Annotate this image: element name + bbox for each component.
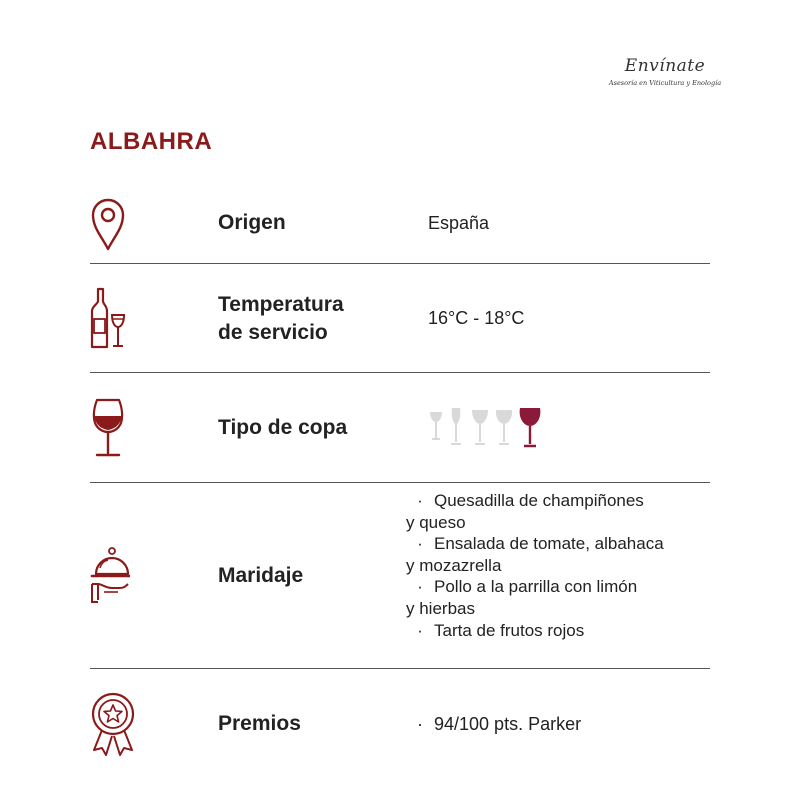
origin-row [90,195,710,255]
brand-tagline: Asesoría en Viticultura y Enología [608,79,722,87]
glass-option-2 [451,408,461,444]
location-pin-icon [90,195,126,256]
glass-option-5-selected [520,408,541,446]
brand-logo [600,56,730,87]
list-item-continuation: y mozazrella [406,555,502,575]
row-divider [90,263,710,264]
row-divider [90,668,710,669]
pairing-list [406,490,664,641]
list-item-continuation: y hierbas [406,598,475,618]
list-item: · Quesadilla de champiñones [417,491,644,510]
list-item: · Pollo a la parrilla con limón [417,577,638,597]
wine-title: ALBAHRA [90,128,213,155]
temperature-value: 16°C - 18°C [428,308,525,328]
list-item-continuation: y queso [406,512,466,532]
origin-label: Origen [218,211,286,234]
award-ribbon-icon [90,692,136,761]
brand-name: Envínate [624,56,706,76]
list-item: · Tarta de frutos rojos [417,620,585,640]
row-divider [90,482,710,483]
awards-row [90,692,710,756]
bottle-glass-icon [90,287,126,354]
pairing-row [90,490,710,650]
list-item: · Ensalada de tomate, albahaca [417,534,664,554]
temperature-row [90,287,710,349]
glass-label: Tipo de copa [218,416,348,439]
temperature-label-line1: Temperatura [218,293,344,316]
list-item: · 94/100 pts. Parker [417,714,582,734]
wine-glass-icon [90,398,126,463]
pairing-label: Maridaje [218,564,304,587]
temperature-label-line2: de servicio [218,321,328,344]
origin-value: España [428,213,490,233]
cloche-icon [90,546,130,611]
glass-type-selector [428,398,558,453]
glass-option-3 [472,410,488,444]
glass-option-1 [430,412,442,439]
awards-label: Premios [218,712,301,735]
glass-option-4 [496,410,512,444]
glass-row [90,398,710,458]
award-text: 94/100 pts. Parker [434,714,582,734]
row-divider [90,372,710,373]
